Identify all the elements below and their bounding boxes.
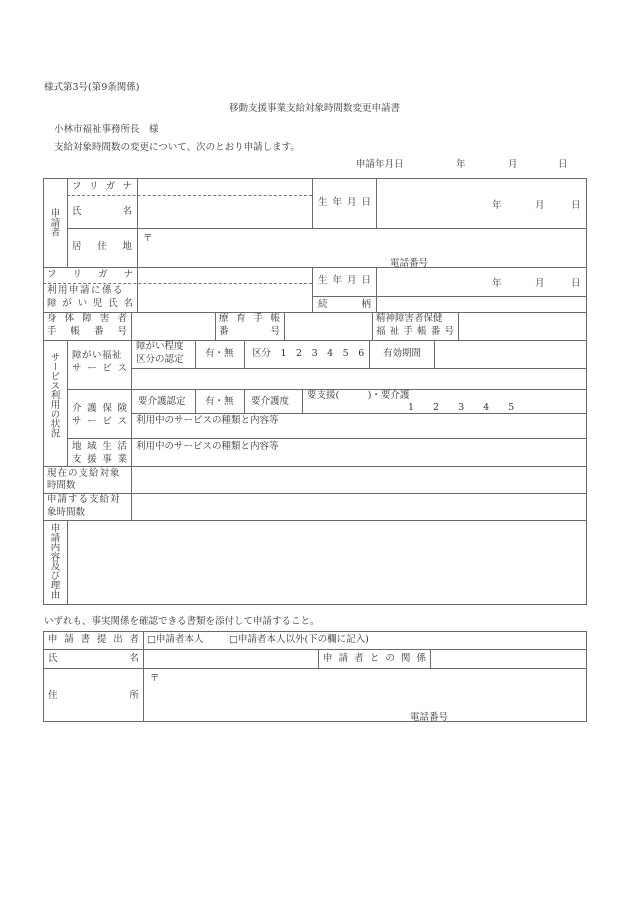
care-support-line[interactable]: 要支援( )・要介護 — [307, 390, 410, 401]
applicant-section-label: 申請者 — [48, 208, 60, 237]
submitter-address-field[interactable] — [145, 669, 584, 720]
intro-text: 支給対象時間数の変更について、次のとおり申請します。 — [54, 142, 300, 153]
applicant-phone-label: 電話番号 — [390, 258, 429, 269]
care-cert-yes-no[interactable]: 有・無 — [205, 396, 234, 407]
requested-hours-field[interactable] — [133, 494, 584, 519]
applicant-address-field[interactable] — [140, 229, 584, 266]
reason-field[interactable] — [69, 521, 584, 603]
child-name-label-1: 利用申請に係る — [47, 285, 125, 296]
care-level-label: 要介護度 — [251, 396, 290, 407]
care-level-numbers[interactable]: 1 2 3 4 5 — [408, 402, 515, 413]
child-relation-label: 続 柄 — [318, 299, 371, 310]
child-birth-month: 月 — [535, 278, 545, 289]
application-date-month[interactable]: 月 — [508, 159, 518, 170]
reason-label: 申請内容及び理由 — [48, 523, 60, 599]
care-service-detail-field[interactable] — [133, 427, 584, 437]
welfare-service-label-2: サ ー ビ ス — [72, 363, 127, 374]
care-service-label-1: 介 護 保 険 — [72, 403, 127, 414]
community-detail-field[interactable] — [133, 453, 584, 465]
applicant-birth-year: 年 — [492, 200, 502, 211]
child-relation-field[interactable] — [378, 297, 584, 311]
submitter-option-other[interactable]: □申請者本人以外(下の欄に記入) — [229, 634, 369, 645]
child-furigana-label: フ リ ガ ナ — [47, 269, 133, 280]
applicant-birthdate-label: 生 年 月 日 — [318, 197, 371, 208]
applicant-birth-month: 月 — [535, 200, 545, 211]
attachment-note: いずれも、事実関係を確認できる書類を添付して申請すること。 — [44, 616, 320, 627]
submitter-label: 申 請 書 提 出 者 — [48, 634, 139, 645]
physical-handbook-label-1: 身 体 障 害 者 — [47, 313, 127, 324]
application-date-day[interactable]: 日 — [558, 159, 568, 170]
physical-handbook-number-field[interactable] — [133, 313, 213, 339]
child-birthdate-field[interactable] — [378, 268, 584, 295]
child-name-label-2: 障 が い 児 氏 名 — [47, 298, 133, 309]
submitter-postal-mark: 〒 — [150, 673, 160, 684]
submitter-option-self[interactable]: □申請者本人 — [147, 634, 204, 645]
community-in-use-label: 利用中のサービスの種類と内容等 — [136, 441, 279, 452]
submitter-relation-label: 申 請 者 と の 関 係 — [323, 653, 426, 664]
applicant-address-label: 居 住 地 — [72, 241, 132, 252]
ryoiku-handbook-label-2: 番 号 — [219, 326, 280, 337]
postal-mark: 〒 — [143, 233, 153, 244]
community-label-1: 地 域 生 活 — [72, 441, 127, 452]
submitter-relation-field[interactable] — [432, 650, 584, 667]
degree-label-1: 障がい程度 — [136, 341, 184, 352]
current-hours-label-2: 時間数 — [47, 480, 76, 491]
requested-hours-label-2: 象時間数 — [47, 507, 86, 518]
validity-field[interactable] — [436, 341, 584, 367]
ryoiku-handbook-number-field[interactable] — [286, 313, 370, 339]
child-name-field[interactable] — [140, 285, 310, 311]
applicant-name-label: 氏 名 — [72, 206, 132, 217]
community-label-2: 支 援 事 業 — [72, 454, 127, 465]
requested-hours-label-1: 申請する支給対 — [47, 494, 121, 505]
submitter-address-label: 住 所 — [48, 690, 139, 701]
child-birthdate-label: 生 年 月 日 — [318, 275, 371, 286]
form-number: 様式第3号(第9条関係) — [44, 82, 140, 93]
mental-handbook-number-field[interactable] — [460, 313, 584, 339]
applicant-name-field[interactable] — [140, 197, 310, 226]
ryoiku-handbook-label-1: 療 育 手 帳 — [219, 313, 280, 324]
mental-handbook-label-1: 精神障害者保健 — [376, 313, 443, 324]
applicant-furigana-field[interactable] — [140, 179, 310, 194]
care-cert-label: 要介護認定 — [138, 396, 186, 407]
current-hours-field[interactable] — [133, 467, 584, 492]
addressee: 小林市福祉事務所長 様 — [54, 124, 159, 135]
child-birth-day: 日 — [571, 278, 581, 289]
degree-label-2: 区分の認定 — [136, 354, 184, 365]
services-section-label: サービス利用の状況 — [48, 352, 60, 438]
submitter-name-label: 氏 名 — [48, 653, 139, 664]
submitter-phone-label: 電話番号 — [410, 712, 449, 723]
degree-category-options[interactable]: 区分 1 2 3 4 5 6 — [252, 348, 365, 359]
page-title: 移動支援事業支給対象時間数変更申請書 — [229, 103, 401, 114]
submitter-name-field[interactable] — [145, 650, 317, 667]
mental-handbook-label-2: 福 祉 手 帳 番 号 — [376, 326, 454, 337]
welfare-service-detail-field[interactable] — [133, 369, 584, 388]
application-date-year[interactable]: 年 — [456, 159, 466, 170]
validity-label: 有効期間 — [383, 348, 422, 359]
degree-yes-no[interactable]: 有・無 — [205, 348, 234, 359]
welfare-service-label-1: 障がい福祉 — [72, 350, 123, 361]
current-hours-label-1: 現在の支給対象 — [47, 468, 121, 479]
applicant-furigana-label: フ リ ガ ナ — [72, 181, 132, 192]
care-service-label-2: サ ー ビ ス — [72, 416, 127, 427]
application-date-label: 申請年月日 — [356, 159, 404, 170]
child-furigana-field[interactable] — [140, 268, 310, 282]
physical-handbook-label-2: 手 帳 番 号 — [47, 326, 127, 337]
applicant-birthdate-field[interactable] — [378, 179, 584, 227]
care-in-use-label: 利用中のサービスの種類と内容等 — [136, 415, 279, 426]
applicant-birth-day: 日 — [571, 200, 581, 211]
child-birth-year: 年 — [492, 278, 502, 289]
